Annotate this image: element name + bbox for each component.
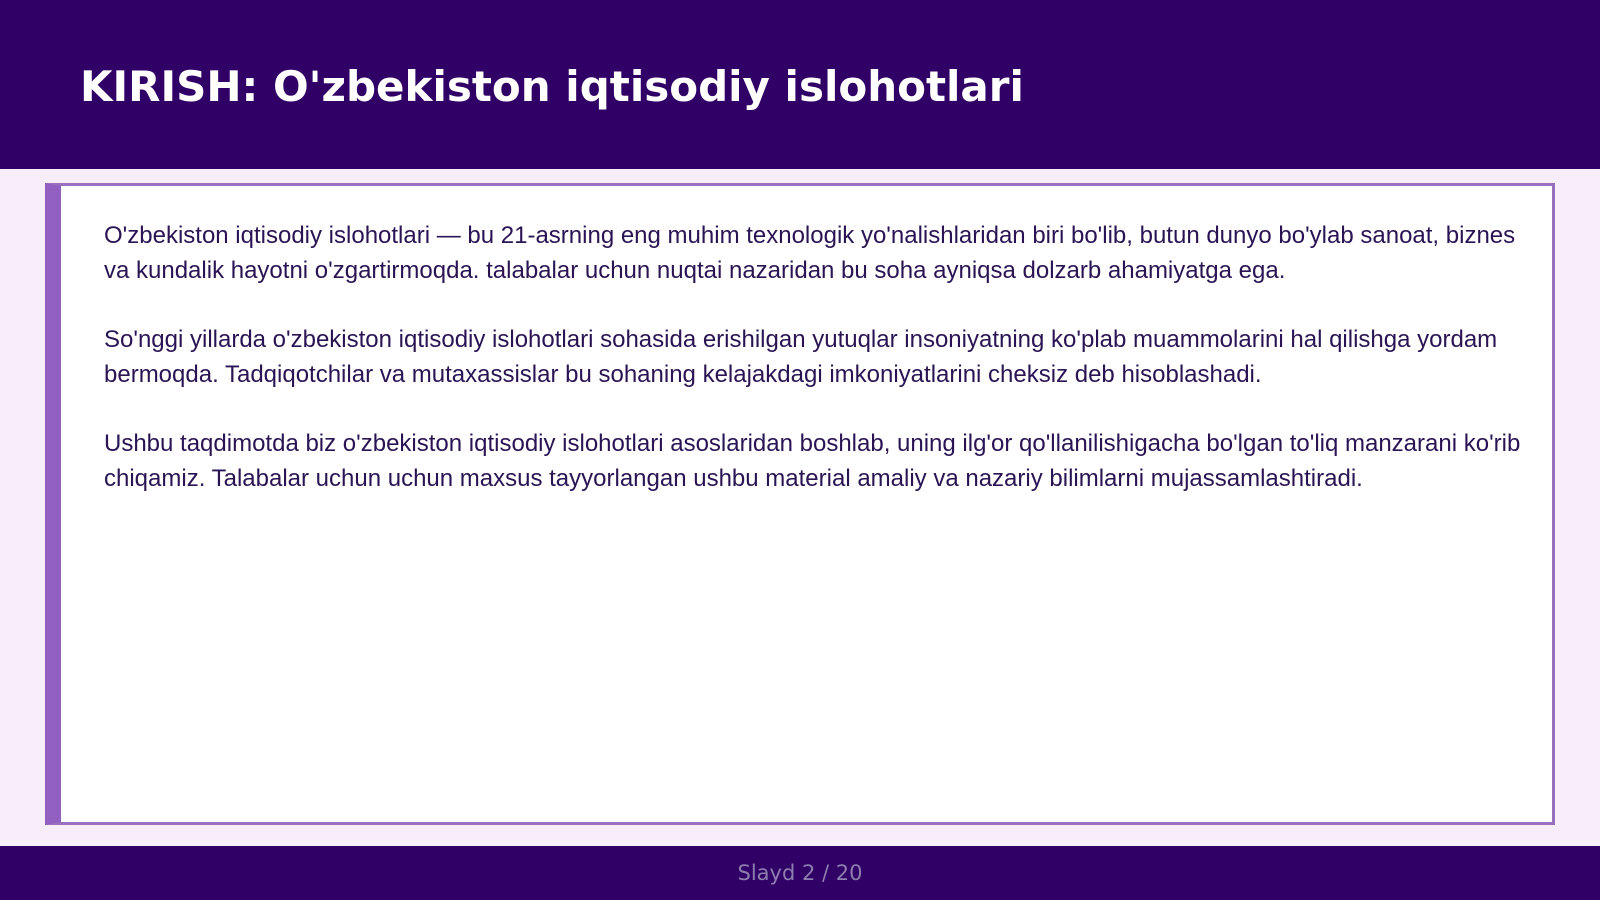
slide-number: Slayd 2 / 20 [737,861,863,885]
paragraph-2: So'nggi yillarda o'zbekiston iqtisodiy islohotlari sohasida erishilgan yutuqlar insoniyatning ko'plab muammolarini hal qilishga yordam bermoqda. Tadqiqotchilar va mutaxassislar bu sohaning kelajakdagi imkoniyatlarini cheksiz deb hisoblashadi. [104,326,1498,388]
paragraph-3: Ushbu taqdimotda biz o'zbekiston iqtisodiy islohotlari asoslaridan boshlab, uning ilg'or qo'llanilishigacha bo'lgan to'liq manzarani ko'rib chiqamiz. Talabalar uchun uchun maxsus tayyorlangan ushbu material amaliy va nazariy bilimlarni mujassamlashtiradi. [104,430,1521,492]
slide-header [0,0,1600,169]
slide-footer [0,846,1600,900]
content-card [45,183,1555,825]
paragraph-1: O'zbekiston iqtisodiy islohotlari — bu 21-asrning eng muhim texnologik yo'nalishlaridan biri bo'lib, butun dunyo bo'ylab sanoat, biznes va kundalik hayotni o'zgartirmoqda. talabalar uchun nuqtai nazaridan bu soha ayniqsa dolzarb ahamiyatga ega. [104,222,1516,284]
slide-title: KIRISH: O'zbekiston iqtisodiy islohotlari [80,62,1024,111]
slide-body [104,219,1524,497]
